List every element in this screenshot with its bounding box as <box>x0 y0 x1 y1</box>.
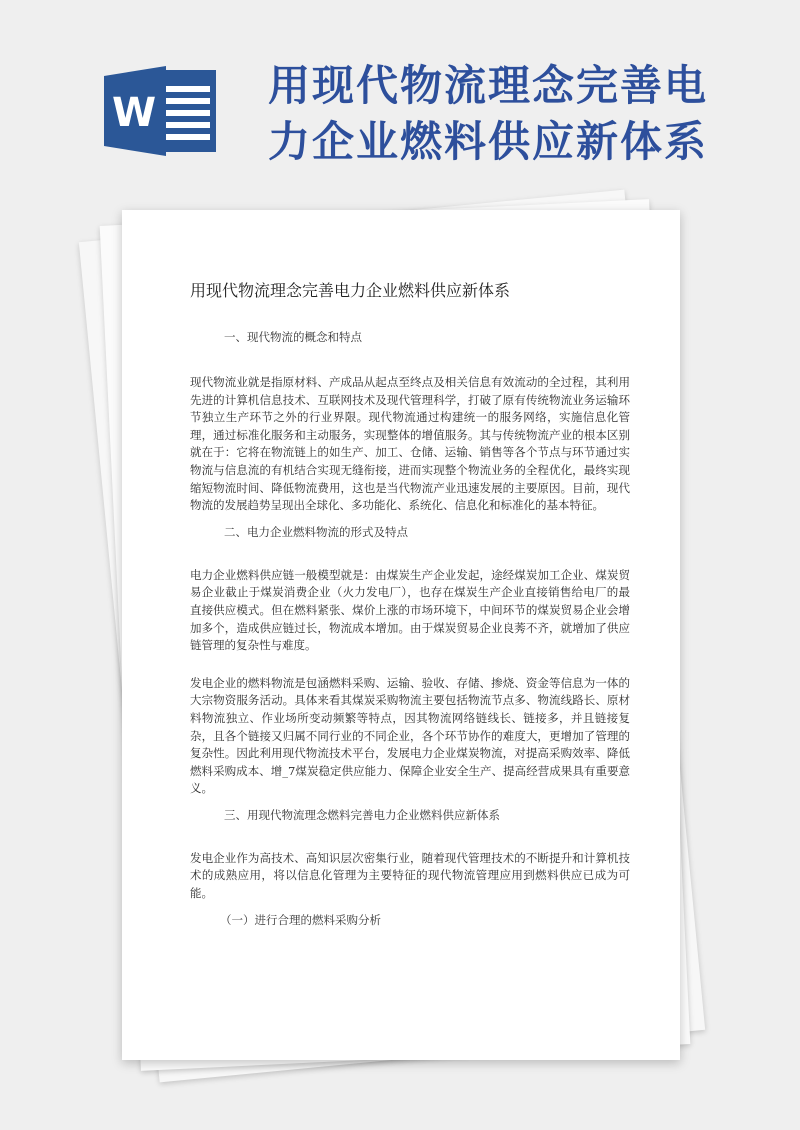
document-title: 用现代物流理念完善电力企业燃料供应新体系 <box>190 281 511 300</box>
cover-title-line-2: 力企业燃料供应新体系 <box>268 117 709 166</box>
word-doc-icon <box>104 66 218 156</box>
section-1-paragraph: 现代物流业就是指原材料、产成品从起点至终点及相关信息有效流动的全过程，其利用先进的计算机信息技术、互联网技术及现代管理科学，打破了原有传统物流业务运输环节独立生产环节之外的行业界限。现代物流通过构建统一的服务网络，实施信息化管理，通过标准化服务和主动服务，实现整体的增值服务。其与传统物流产业的根本区别就在于：它将在物流链上的如生产、加工、仓储、运输、销售等各个节点与环节通过实物流与信息流的有机结合实现无缝衔接，进而实现整个物流业务的全程优化，最终实现缩短物流时间、降低物流费用，这也是当代物流产业迅速发展的主要原因。目前，现代物流的发展趋势呈现出全球化、多功能化、系统化、信息化和标准化的基本特征。 <box>190 375 630 513</box>
section-3-paragraph: 发电企业作为高技术、高知识层次密集行业，随着现代管理技术的不断提升和计算机技术的成熟应用，将以信息化管理为主要特征的现代物流管理应用到燃料供应已成为可能。 <box>190 850 630 901</box>
subsection-heading: （一）进行合理的燃料采购分析 <box>220 912 381 927</box>
document-body <box>190 280 630 929</box>
section-heading-3: 三、用现代物流理念燃料完善电力企业燃料供应新体系 <box>224 807 500 822</box>
section-2-paragraph-2: 发电企业的燃料物流是包涵燃料采购、运输、验收、存储、掺烧、资金等信息为一体的大宗物资服务活动。具体来看其煤炭采购物流主要包括物流节点多、物流线路长、原材料物流独立、作业场所变动频繁等特点，因其物流网络链线长、链接多，并且链接复杂，且各个链接又归属不同行业的不同企业，各个环节协作的难度大，更增加了管理的复杂性。因此利用现代物流技术平台，发展电力企业煤炭物流，对提高采购效率、降低燃料采购成本、增_7煤炭稳定供应能力、保障企业安全生产、提高经营成果具有重要意义。 <box>190 675 630 796</box>
cover-title <box>268 58 768 170</box>
word-icon-letter: W <box>112 90 157 136</box>
cover-title-line-1: 用现代物流理念完善电 <box>268 61 709 110</box>
section-heading-1: 一、现代物流的概念和特点 <box>224 330 362 344</box>
section-heading-2: 二、电力企业燃料物流的形式及特点 <box>224 524 408 539</box>
section-2-paragraph-1: 电力企业燃料供应链一般模型就是：由煤炭生产企业发起，途经煤炭加工企业、煤炭贸易企业截止于煤炭消费企业（火力发电厂），也存在煤炭生产企业直接销售给电厂的最直接供应模式。但在燃料紧张、煤价上涨的市场环境下，中间环节的煤炭贸易企业会增加多个，造成供应链过长，物流成本增加。由于煤炭贸易企业良莠不齐，就增加了供应链管理的复杂性与难度。 <box>190 567 630 653</box>
